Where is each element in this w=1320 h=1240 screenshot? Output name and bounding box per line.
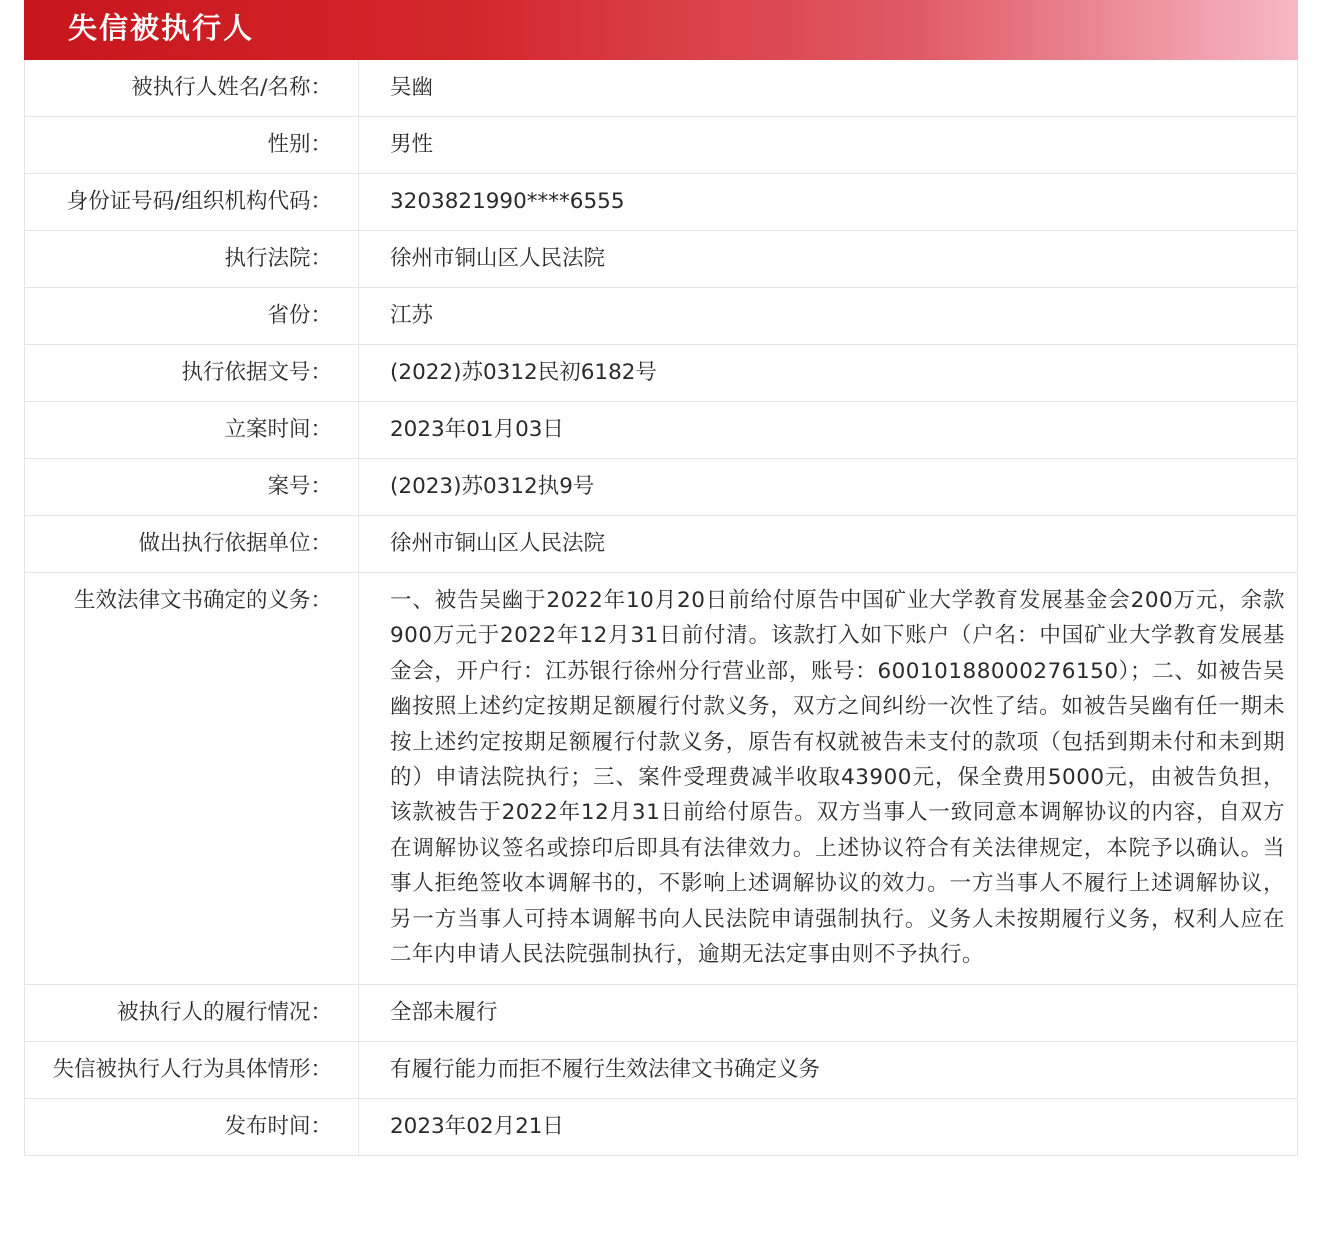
row-performance-status: [25, 985, 1297, 1042]
row-publish-date: [25, 1099, 1297, 1156]
row-basis-doc-number: [25, 345, 1297, 402]
value-name: 吴幽: [390, 75, 434, 100]
label-basis-doc-number: 执行依据文号：: [25, 345, 359, 401]
info-table: [24, 60, 1298, 1156]
label-filing-date: 立案时间：: [25, 402, 359, 458]
row-issuing-unit: [25, 516, 1297, 573]
value-filing-date: 2023年01月03日: [390, 417, 564, 442]
label-id-number: 身份证号码/组织机构代码：: [25, 174, 359, 230]
value-performance-status: 全部未履行: [390, 1000, 498, 1026]
label-performance-status: 被执行人的履行情况：: [25, 985, 359, 1041]
panel-title: 失信被执行人: [68, 11, 255, 45]
value-id-number: 3203821990****6555: [390, 189, 625, 214]
value-publish-date: 2023年02月21日: [390, 1114, 564, 1140]
row-name: [25, 60, 1297, 117]
value-executing-court: 徐州市铜山区人民法院: [390, 246, 606, 271]
label-dishonest-behavior: 失信被执行人行为具体情形：: [25, 1042, 359, 1098]
value-province: 江苏: [390, 303, 434, 328]
label-publish-date: 发布时间：: [25, 1099, 359, 1155]
row-dishonest-behavior: [25, 1042, 1297, 1099]
row-id-number: [25, 174, 1297, 231]
value-case-number: (2023)苏0312执9号: [390, 474, 595, 499]
row-case-number: [25, 459, 1297, 516]
value-dishonest-behavior: 有履行能力而拒不履行生效法律文书确定义务: [390, 1057, 821, 1083]
row-province: [25, 288, 1297, 345]
row-obligations: [25, 573, 1297, 985]
row-gender: [25, 117, 1297, 174]
value-gender: 男性: [390, 132, 434, 157]
row-executing-court: [25, 231, 1297, 288]
label-obligations: 生效法律文书确定的义务：: [25, 573, 359, 984]
label-province: 省份：: [25, 288, 359, 344]
label-name: 被执行人姓名/名称：: [25, 60, 359, 116]
label-executing-court: 执行法院：: [25, 231, 359, 287]
panel-header: [24, 0, 1298, 60]
dishonest-debtor-panel: [24, 0, 1298, 1232]
value-obligations: 一、被告吴幽于2022年10月20日前给付原告中国矿业大学教育发展基金会200万元，余款900万元于2022年12月31日前付清。该款打入如下账户（户名：中国矿业大学教育发展基金会，开户行：江苏银行徐州分行营业部，账号：60010188000276150）；二、如被告吴幽按照上述约定按期足额履行付款义务，双方之间纠纷一次性了结。如被告吴幽有任一期未按上述约定按期足额履行付款义务，原告有权就被告未支付的款项（包括到期未付和未到期的）申请法院执行；三、案件受理费减半收取43900元，保全费用5000元，由被告负担，该款被告于2022年12月31日前给付原告。双方当事人一致同意本调解协议的内容，自双方在调解协议签名或捺印后即具有法律效力。上述协议符合有关法律规定，本院予以确认。当事人拒绝签收本调解书的，不影响上述调解协议的效力。一方当事人不履行上述调解协议，另一方当事人可持本调解书向人民法院申请强制执行。义务人未按期履行义务，权利人应在二年内申请人民法院强制执行，逾期无法定事由则不予执行。: [390, 588, 1285, 968]
value-issuing-unit: 徐州市铜山区人民法院: [390, 531, 606, 556]
label-gender: 性别：: [25, 117, 359, 173]
label-case-number: 案号：: [25, 459, 359, 515]
value-basis-doc-number: (2022)苏0312民初6182号: [390, 360, 657, 385]
row-filing-date: [25, 402, 1297, 459]
label-issuing-unit: 做出执行依据单位：: [25, 516, 359, 572]
